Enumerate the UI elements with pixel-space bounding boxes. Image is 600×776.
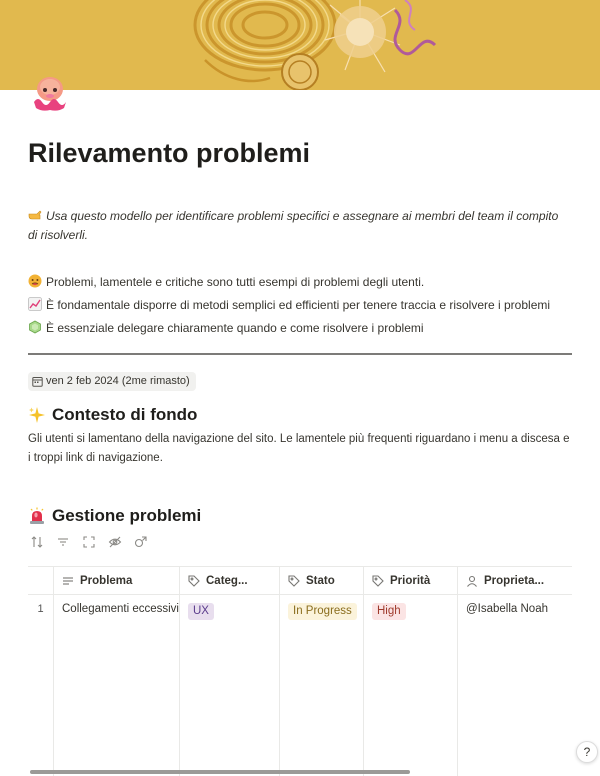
column-header-priority[interactable] — [364, 567, 458, 594]
pointing-hand-icon — [28, 208, 42, 222]
page-cover[interactable] — [0, 0, 600, 90]
header-index-cell — [28, 567, 54, 594]
column-header-status[interactable] — [280, 567, 364, 594]
table-row[interactable] — [28, 595, 572, 776]
chart-increasing-icon — [28, 297, 42, 311]
category-tag: UX — [188, 603, 214, 620]
hide-icon[interactable] — [108, 535, 122, 549]
heading-text: Contesto di fondo — [52, 405, 198, 424]
help-button[interactable]: ? — [576, 741, 598, 763]
angry-face-icon — [28, 274, 42, 288]
bullet-line-3[interactable] — [28, 320, 424, 336]
sparkles-icon — [28, 406, 46, 424]
bullet-text: Problemi, lamentele e critiche sono tutti esempi di problemi degli utenti. — [46, 275, 425, 289]
tag-icon — [188, 575, 200, 587]
date-text: ven 2 feb 2024 (2me rimasto) — [46, 375, 190, 387]
page-title[interactable]: Rilevamento problemi — [28, 138, 311, 168]
priority-tag: High — [372, 603, 406, 620]
table-header — [28, 567, 572, 595]
heading-issues[interactable] — [28, 506, 201, 526]
column-header-category[interactable] — [180, 567, 280, 594]
filter-icon[interactable] — [56, 535, 70, 549]
tag-icon — [372, 575, 384, 587]
horizontal-scrollbar[interactable] — [30, 770, 410, 774]
tag-icon — [288, 575, 300, 587]
status-cell[interactable] — [280, 595, 364, 776]
divider — [28, 353, 572, 355]
status-tag: In Progress — [288, 603, 357, 620]
callout-text: Usa questo modello per identificare problemi specifici e assegnare ai membri del team il compito di risolverli. — [28, 209, 559, 242]
date-mention[interactable] — [28, 372, 196, 391]
sort-icon[interactable] — [30, 535, 44, 549]
column-label: Problema — [80, 574, 133, 587]
column-label: Proprieta... — [484, 574, 545, 587]
category-cell[interactable] — [180, 595, 280, 776]
siren-icon — [28, 507, 46, 525]
heading-text: Gestione problemi — [52, 506, 202, 525]
column-header-owner[interactable] — [458, 567, 572, 594]
context-paragraph[interactable]: Gli utenti si lamentano della navigazione del sito. Le lamentele più frequenti riguardano i menu a discesa e i troppi link di navigazione. — [28, 433, 570, 464]
column-label: Stato — [306, 574, 335, 587]
person-icon — [466, 575, 478, 587]
issues-table — [28, 566, 572, 776]
row-index: 1 — [28, 595, 54, 776]
gem-icon — [28, 320, 42, 334]
expand-icon[interactable] — [82, 535, 96, 549]
database-toolbar — [30, 535, 148, 549]
column-label: Priorità — [390, 574, 431, 587]
cover-artwork — [0, 0, 600, 90]
automation-icon[interactable] — [134, 535, 148, 549]
calendar-icon — [32, 376, 43, 387]
text-lines-icon — [62, 575, 74, 587]
bullet-line-2[interactable] — [28, 297, 550, 313]
octopus-page-icon[interactable] — [28, 72, 72, 116]
bullet-text: È essenziale delegare chiaramente quando e come risolvere i problemi — [46, 321, 424, 335]
heading-context[interactable] — [28, 405, 197, 425]
column-header-problem[interactable] — [54, 567, 180, 594]
bullet-line-1[interactable] — [28, 274, 424, 290]
priority-cell[interactable] — [364, 595, 458, 776]
column-label: Categ... — [206, 574, 248, 587]
problem-cell[interactable]: Collegamenti eccessivi — [54, 595, 180, 776]
owner-cell[interactable]: @Isabella Noah — [466, 603, 548, 615]
intro-callout[interactable] — [28, 207, 568, 245]
bullet-text: È fondamentale disporre di metodi semplici ed efficienti per tenere traccia e risolvere i problemi — [46, 298, 551, 312]
